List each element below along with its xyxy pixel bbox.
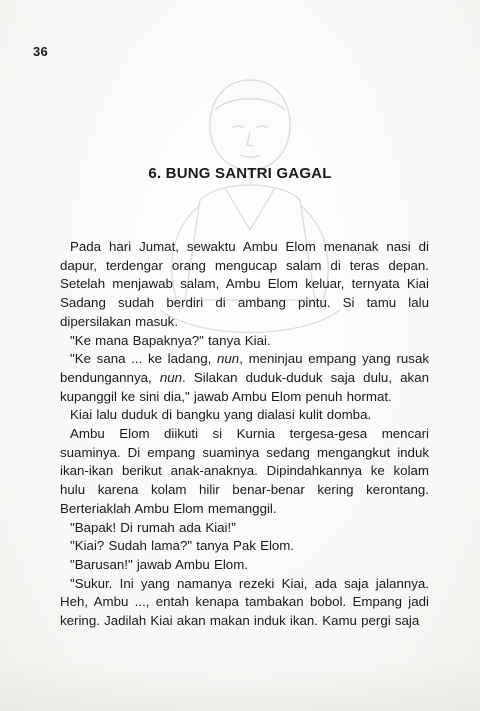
text-run: "Ke sana ... ke ladang,: [70, 351, 217, 367]
paragraph: [60, 519, 429, 538]
text-run: . Silakan duduk-duduk saja dulu, akan kupanggil ke sini dia," jawab Ambu Elom penuh hormat.: [60, 369, 429, 404]
italic-text: nun: [217, 351, 240, 367]
text-run: , meninjau empang yang rusak bendungannya,: [60, 351, 429, 385]
body-text: [60, 238, 429, 631]
paragraph: [60, 556, 429, 575]
page-bottom-shade: [0, 660, 480, 711]
italic-text: nun: [159, 369, 183, 385]
text-run: "Sukur. Ini yang namanya rezeki Kiai, ada saja jalannya. Heh, Ambu ..., entah kenapa tambakan bobol. Empang jadi kering. Jadilah Kiai akan makan induk ikan. Kamu pergi saja: [60, 575, 429, 629]
text-run: "Bapak! Di rumah ada Kiai!": [70, 519, 236, 535]
paragraph: [60, 350, 429, 406]
page-number: 36: [33, 44, 49, 59]
text-run: Kiai lalu duduk di bangku yang dialasi kulit domba.: [70, 407, 372, 423]
text-run: "Ke mana Bapaknya?" tanya Kiai.: [70, 332, 271, 348]
paragraph: [60, 332, 429, 351]
paragraph: [60, 575, 429, 631]
paragraph: [60, 537, 429, 556]
paragraph: [60, 238, 429, 332]
text-run: "Barusan!" jawab Ambu Elom.: [70, 556, 248, 572]
text-run: Pada hari Jumat, sewaktu Ambu Elom menanak nasi di dapur, terdengar orang mengucap salam di teras depan. Setelah menjawab salam, Ambu Elom keluar, ternyata Kiai Sadang sudah berdiri di ambang pintu. Si tamu lalu dipersilakan masuk.: [60, 239, 429, 329]
paragraph: [60, 406, 429, 425]
text-run: Ambu Elom diikuti si Kurnia tergesa-gesa mencari suaminya. Di empang suaminya sedang mengangkut induk ikan-ikan berikut anak-anaknya. Dipindahkannya ke kolam hulu karena kolam hilir benar-benar kering kerontang. Berteriaklah Ambu Elom memanggil.: [60, 426, 429, 516]
text-run: "Kiai? Sudah lama?" tanya Pak Elom.: [70, 538, 295, 554]
chapter-title: 6. BUNG SANTRI GAGAL: [148, 165, 332, 182]
paragraph: [60, 425, 429, 519]
